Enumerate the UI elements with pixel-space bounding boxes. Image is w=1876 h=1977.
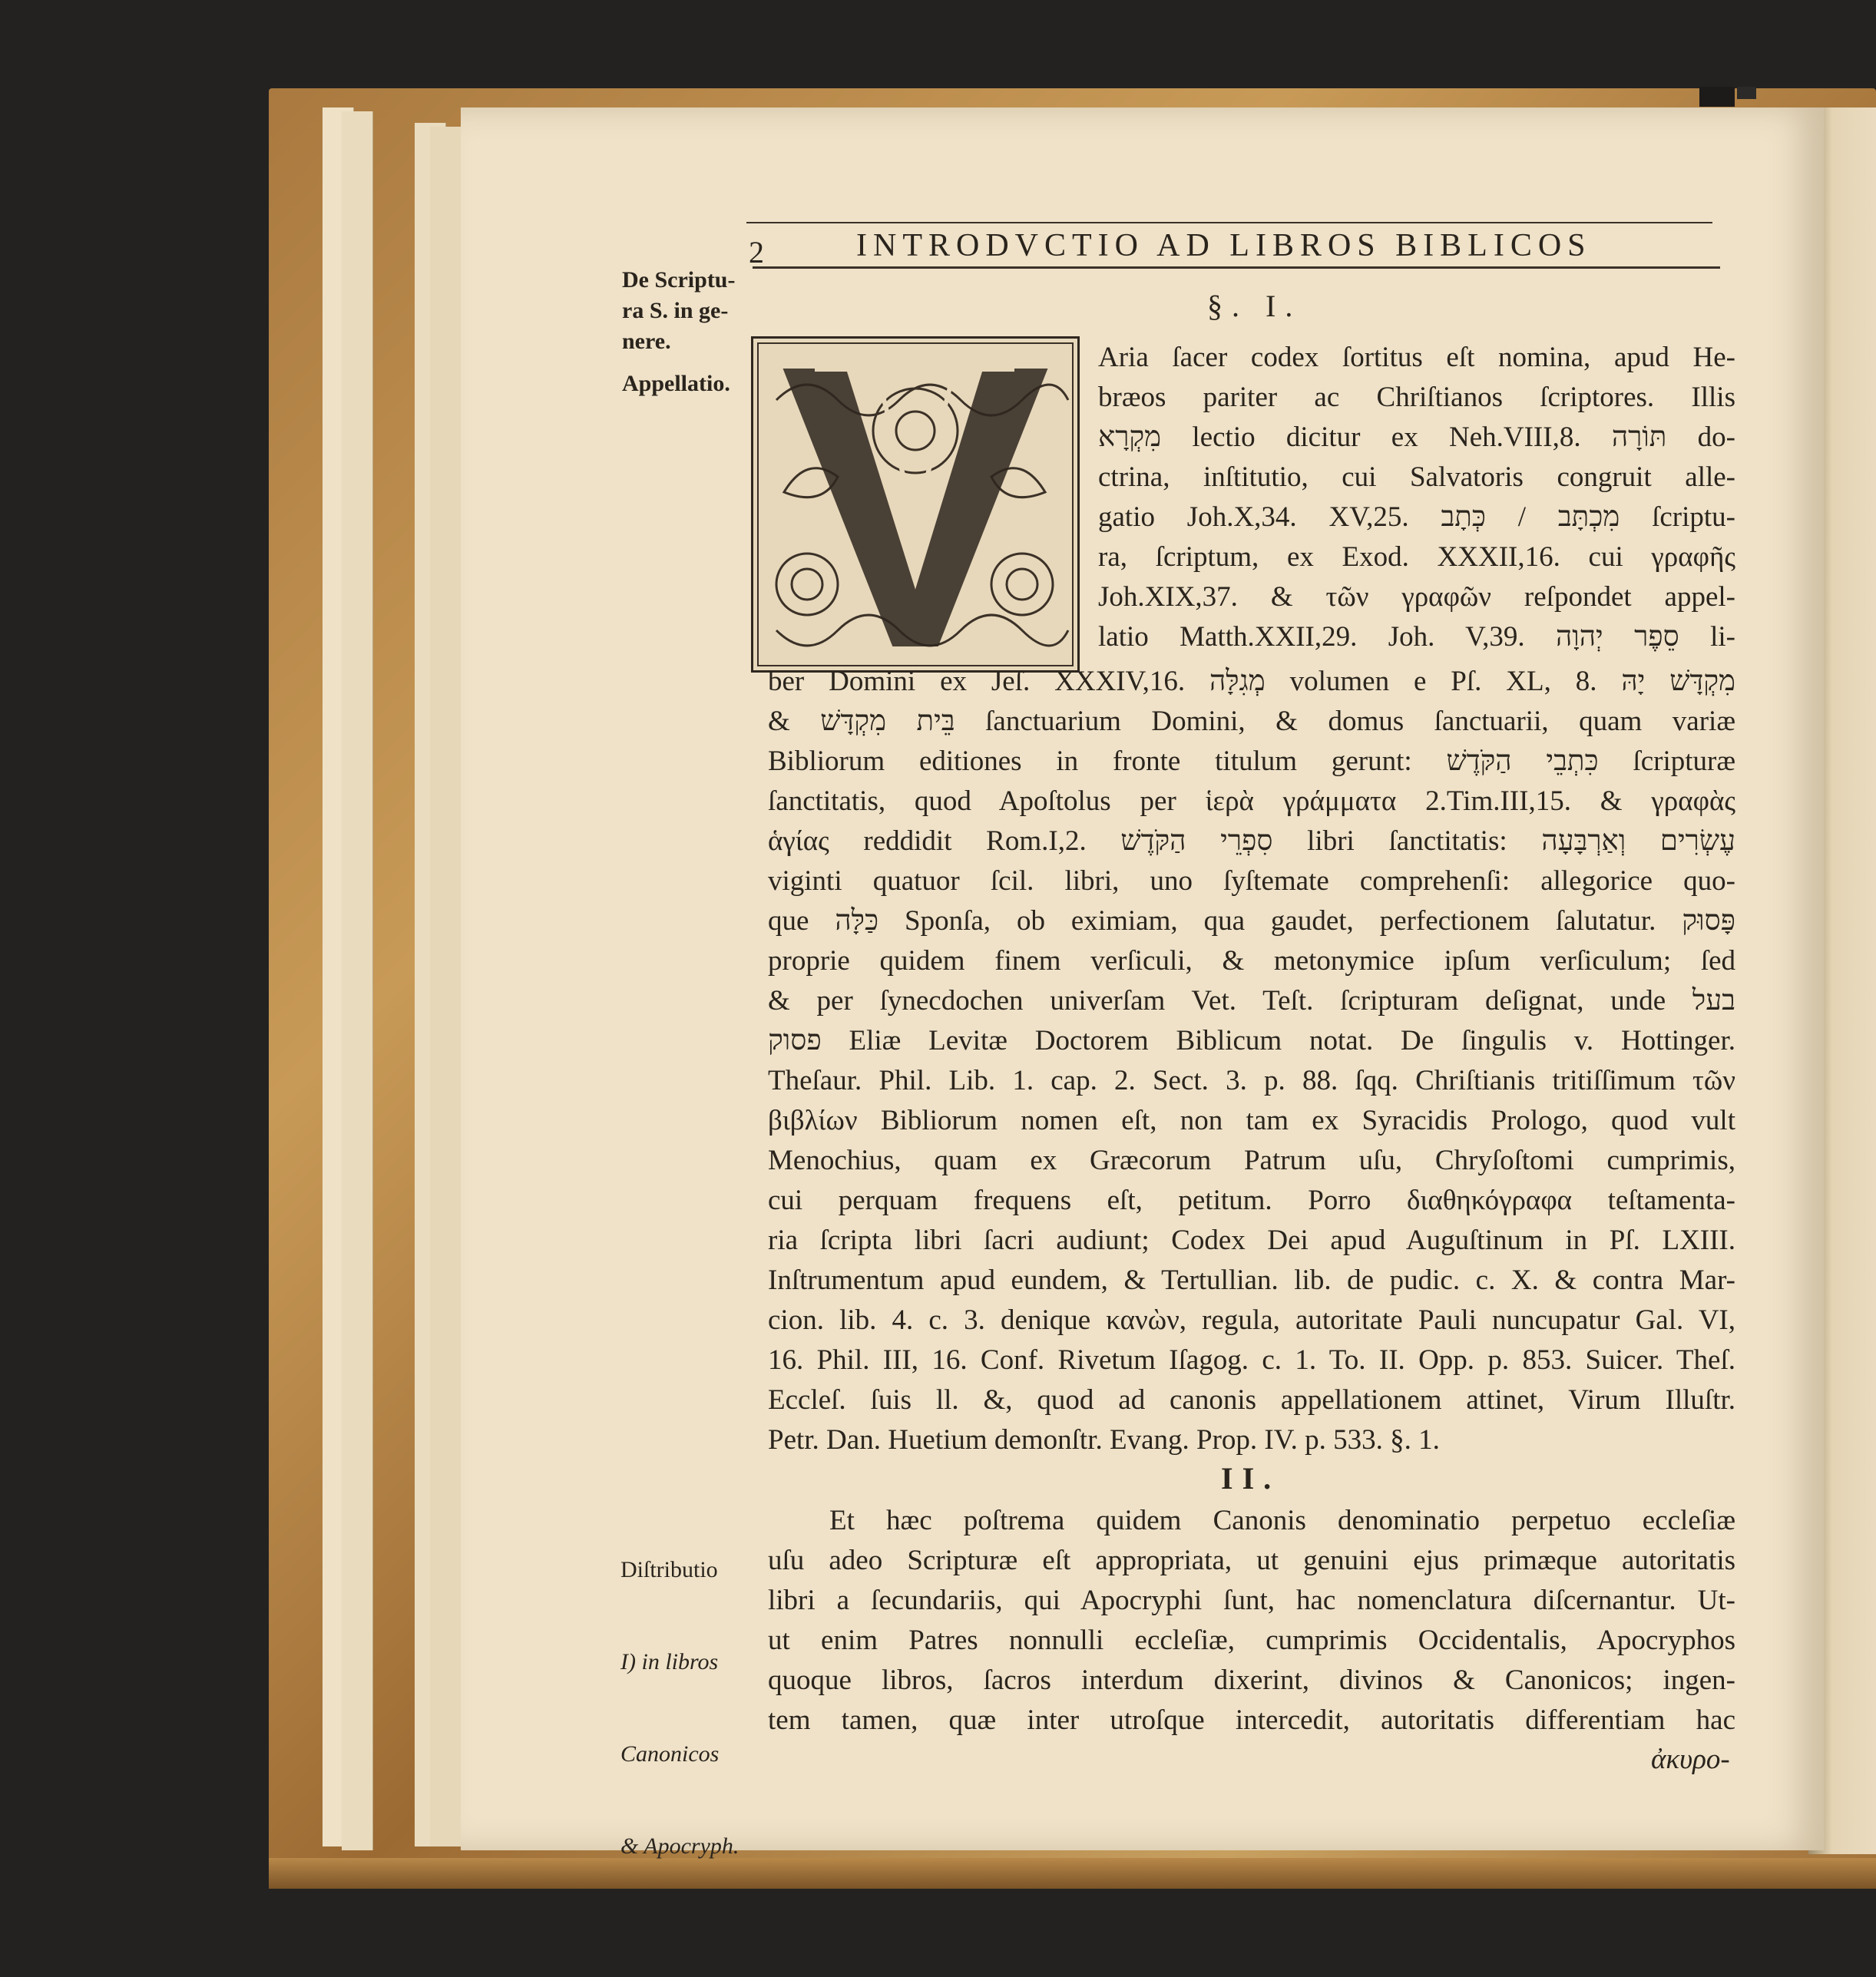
page-number: 2 <box>749 235 764 269</box>
text-line: uſu adeo Scripturæ eſt appropriata, ut genuini ejus primæque autoritatis <box>768 1545 1735 1576</box>
text-line: Theſaur. Phil. Lib. 1. cap. 2. Sect. 3. p. 88. ſqq. Chriſtianis tritiſſimum τῶν <box>768 1065 1735 1096</box>
text-line: ber Domini ex Jeſ. XXXIV,16. מְגִלָּה volumen e Pſ. XL, 8. מִקְדָּשׁ יָהּ <box>768 666 1735 697</box>
text-line: ut enim Patres nonnulli eccleſiæ, cumprimis Occidentalis, Apocryphos <box>768 1625 1735 1656</box>
book-cover-edge <box>269 1858 1876 1889</box>
text-line: βιβλίων Bibliorum nomen eſt, non tam ex Syracidis Prologo, quod vult <box>768 1105 1735 1136</box>
text-line: tem tamen, quæ inter utroſque intercedit, autoritatis differentiam hac <box>768 1704 1735 1736</box>
text-line: gatio Joh.X,34. XV,25. מִכְתָּב / כְּתָב ſcriptu- <box>1098 501 1735 533</box>
margin-note-distributio: Diſtributio I) in libros Canonicos & Apocryph. <box>620 1557 739 1859</box>
catchword: ἀκυρο- <box>1651 1744 1730 1775</box>
text-line: פסוק Eliæ Levitæ Doctorem Biblicum notat. De ſingulis v. Hottinger. <box>768 1025 1735 1056</box>
text-line: viginti quatuor ſcil. libri, uno ſyſtemate comprehenſi: allegorice quo- <box>768 865 1735 897</box>
margin-note-appellatio: Appellatio. <box>622 371 730 396</box>
text-line: מִקְרָא lectio dicitur ex Neh.VIII,8. תּוֹרָה do- <box>1098 422 1735 453</box>
text-line: ſanctitatis, quod Apoſtolus per ἱερὰ γράμματα 2.Tim.III,15. & γραφὰς <box>768 785 1735 817</box>
text-line: que כַּלָּה Sponſa, ob eximiam, qua gaudet, perfectionem ſalutatur. פָּסוּק <box>768 905 1735 937</box>
text-line: ria ſcripta libri ſacri audiunt; Codex Dei apud Auguſtinum in Pſ. LXIII. <box>768 1225 1735 1256</box>
text-line: cui perquam frequens eſt, petitum. Porro διαθηκόγραφα teſtamenta- <box>768 1185 1735 1216</box>
margin-note-topic: De Scriptu- ra S. in ge- nere. <box>622 267 736 354</box>
text-line: 16. Phil. III, 16. Conf. Rivetum Iſagog. c. 1. To. II. Opp. p. 853. Suicer. Theſ. <box>768 1344 1735 1376</box>
text-line: Joh.XIX,37. & τῶν γραφῶν reſpondet appel- <box>1098 581 1735 613</box>
color-tab <box>1699 87 1735 107</box>
text-line: Inſtrumentum apud eundem, & Tertullian. lib. de pudic. c. X. & contra Mar- <box>768 1265 1735 1296</box>
page-edge <box>342 111 373 1850</box>
decorated-initial <box>751 336 1080 673</box>
text-line: ctrina, inſtitutio, cui Salvatoris congruit alle- <box>1098 461 1735 493</box>
text-line: Eccleſ. ſuis ll. &, quod ad canonis appellationem attinet, Virum Illuſtr. <box>768 1384 1735 1416</box>
text-line: bræos pariter ac Chriſtianos ſcriptores. Illis <box>1098 382 1735 413</box>
text-line: Bibliorum editiones in fronte titulum gerunt: כִּתְבֵי הַקֹּדֶשׁ ſcripturæ <box>768 746 1736 777</box>
initial-v-ornament <box>753 339 1077 670</box>
text-line: & per ſynecdochen univerſam Vet. Teſt. ſcripturam deſignat, unde בעל <box>768 985 1735 1017</box>
text-line: Menochius, quam ex Græcorum Patrum uſu, Chryſoſtomi cumprimis, <box>768 1145 1735 1176</box>
running-head: INTRODVCTIO AD LIBROS BIBLICOS <box>856 228 1592 263</box>
header-rule-bottom <box>753 266 1720 269</box>
text-line: Et hæc poſtrema quidem Canonis denominatio perpetuo eccleſiæ <box>829 1505 1735 1536</box>
text-line: Aria ſacer codex ſortitus eſt nomina, apud He- <box>1098 342 1735 373</box>
text-line: proprie quidem finem verſiculi, & metonymice ipſum verſiculum; ſed <box>768 945 1735 977</box>
text-line: latio Matth.XXII,29. Joh. V,39. סֵפֶר יְהוָה li- <box>1098 621 1735 653</box>
page-edge <box>430 127 462 1846</box>
section-heading: II. <box>1221 1461 1281 1496</box>
header-rule-top <box>746 222 1712 223</box>
text-line: & בֵּית מִקְדָּשׁ ſanctuarium Domini, & domus ſanctuarii, quam variæ <box>768 706 1736 737</box>
text-line: Petr. Dan. Huetium demonſtr. Evang. Prop. IV. p. 533. §. 1. <box>768 1424 1440 1456</box>
text-line: ra, ſcriptum, ex Exod. XXXII,16. cui γραφῆς <box>1098 541 1735 573</box>
color-tab <box>1737 87 1756 99</box>
text-line: libri a ſecundariis, qui Apocryphi ſunt, hac nomenclatura diſcernantur. Ut- <box>768 1585 1735 1616</box>
section-heading: §. I. <box>1207 289 1302 323</box>
text-line: quoque libros, ſacros interdum dixerint, divinos & Canonicos; ingen- <box>768 1665 1735 1696</box>
text-line: ἁγίας reddidit Rom.I,2. סִפְרֵי הַקֹּדֶשׁ libri ſanctitatis: עֶשְׂרִים וְאַרְבָּעָה <box>768 825 1735 857</box>
text-line: cion. lib. 4. c. 3. denique κανὼν, regula, autoritate Pauli nuncupatur Gal. VI, <box>768 1304 1735 1336</box>
